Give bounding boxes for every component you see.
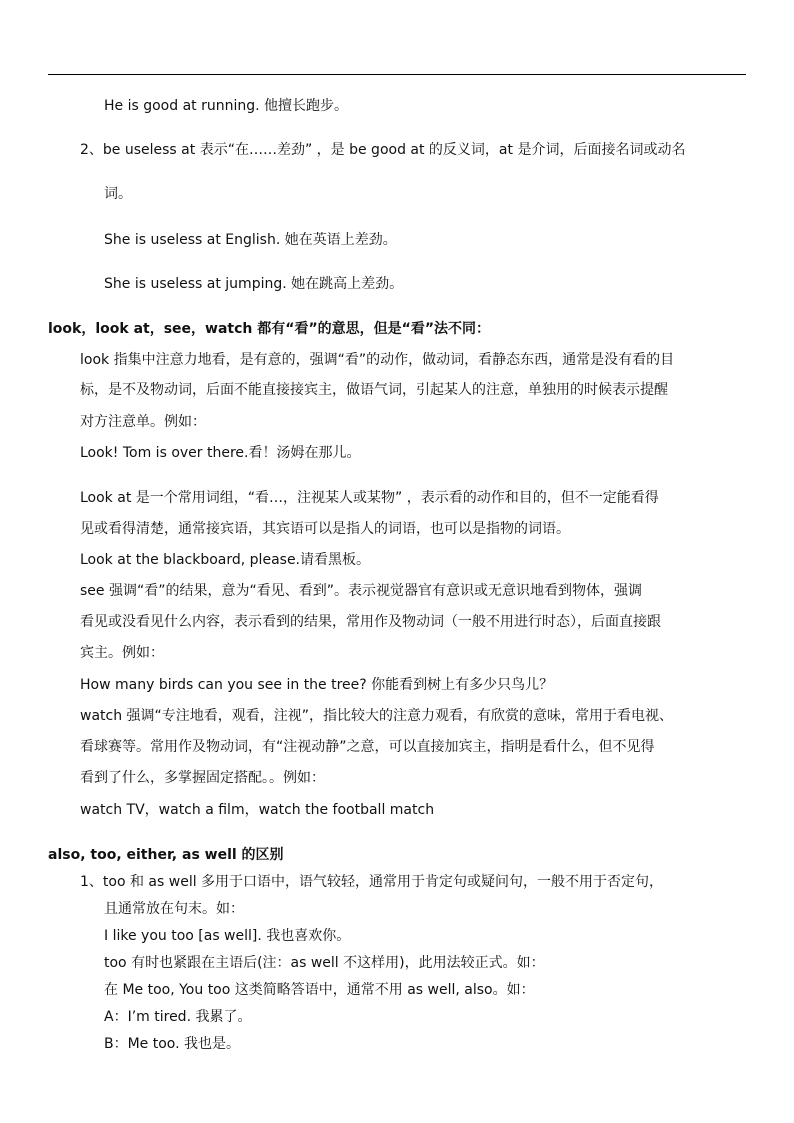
dialogue-a: A：I’m tired. 我累了。 xyxy=(104,1009,252,1025)
watch-desc-line3: 看到了什么，多掌握固定搭配。。例如： xyxy=(80,770,325,786)
look-at-desc-line1: Look at 是一个常用词组，“看…，注视某人或某物” ，表示看的动作和目的，但不一定能看得 xyxy=(80,490,659,506)
see-desc-line2: 看见或没看见什么内容，表示看到的结果，常用作及物动词（一般不用进行时态），后面直接跟 xyxy=(80,614,661,630)
section-heading-look: look，look at，see，watch 都有“看”的意思，但是“看”法不同： xyxy=(48,321,491,337)
example-good-at-running: He is good at running. 他擅长跑步。 xyxy=(104,98,349,114)
too-point-1-line1: 1、too 和 as well 多用于口语中，语气较轻，通常用于肯定句或疑问句，一般不用于否定句， xyxy=(80,874,664,890)
section-heading-also-too: also, too, either, as well 的区别 xyxy=(48,847,284,863)
watch-desc-line2: 看球赛等。常用作及物动词，有“注视动静”之意，可以直接加宾主，指明是看什么，但不见得 xyxy=(80,739,655,755)
see-desc-line1: see 强调“看”的结果，意为“看见、看到”。表示视觉器官有意识或无意识地看到物体，强调 xyxy=(80,583,642,599)
me-too-note: 在 Me too, You too 这类简略答语中，通常不用 as well, also。如： xyxy=(104,982,535,998)
point-2-useless-at: 2、be useless at 表示“在……差劲” ，是 be good at 的反义词，at 是介词，后面接名词或动名 xyxy=(80,142,686,158)
example-useless-english: She is useless at English. 她在英语上差劲。 xyxy=(104,232,397,248)
watch-example: watch TV，watch a film，watch the football match xyxy=(80,802,435,818)
too-after-subject-note: too 有时也紧跟在主语后(注：as well 不这样用)，此用法较正式。如： xyxy=(104,955,545,971)
point-2-continued: 词。 xyxy=(104,186,132,202)
header-rule xyxy=(48,74,746,75)
look-at-desc-line2: 见或看得清楚，通常接宾语，其宾语可以是指人的词语，也可以是指物的词语。 xyxy=(80,521,570,537)
dialogue-b: B：Me too. 我也是。 xyxy=(104,1036,241,1052)
watch-desc-line1: watch 强调“专注地看，观看，注视”，指比较大的注意力观看，有欣赏的意味，常用于看电视、 xyxy=(80,708,674,724)
look-at-example: Look at the blackboard, please.请看黑板。 xyxy=(80,552,371,568)
look-desc-line1: look 指集中注意力地看，是有意的，强调“看”的动作，做动词，看静态东西，通常是没有看的目 xyxy=(80,352,675,368)
too-example-like-you: I like you too [as well]. 我也喜欢你。 xyxy=(104,928,351,944)
see-desc-line3: 宾主。例如： xyxy=(80,645,164,661)
too-point-1-line2: 且通常放在句末。如： xyxy=(104,901,244,917)
look-desc-line2: 标，是不及物动词，后面不能直接接宾主，做语气词，引起某人的注意，单独用的时候表示提醒 xyxy=(80,382,668,398)
see-example: How many birds can you see in the tree? 你能看到树上有多少只鸟儿？ xyxy=(80,677,554,693)
example-useless-jumping: She is useless at jumping. 她在跳高上差劲。 xyxy=(104,276,404,292)
look-desc-line3: 对方注意单。例如： xyxy=(80,414,206,430)
look-example: Look! Tom is over there.看！汤姆在那儿。 xyxy=(80,445,361,461)
